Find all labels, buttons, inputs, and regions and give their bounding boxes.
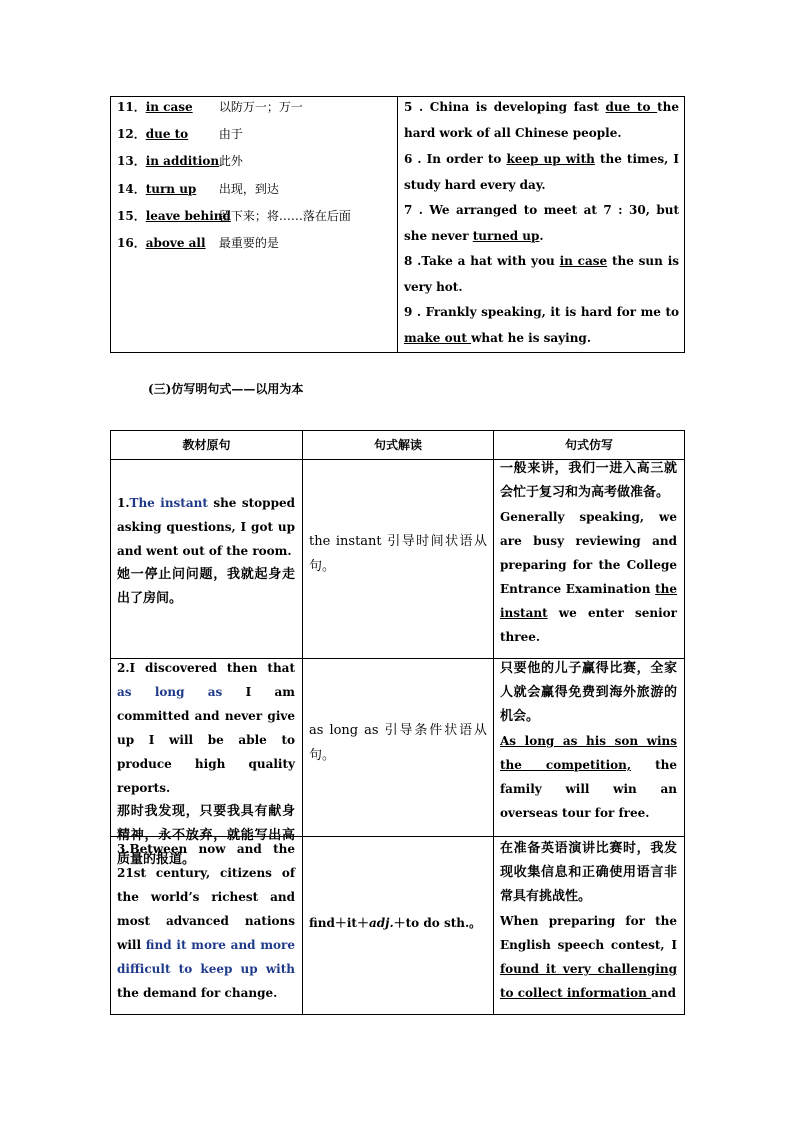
phrase-table (110, 96, 685, 353)
column-divider (397, 97, 398, 352)
sentence-9: 9 . Frankly speaking, it is hard for me to make out what he is saying. (404, 305, 679, 345)
sentence-pattern-table (110, 430, 685, 1015)
row2-explain: as long as 引导条件状语从句。 (309, 723, 487, 763)
sentence-7: 7 . We arranged to meet at 7 : 30, but she never turned up. (404, 203, 679, 243)
row1-explain: the instant 引导时间状语从句。 (309, 534, 487, 574)
row3-original: 3.Between now and the 21st century, citizens of the world’s richest and most advanced nations will find it more and more difficult to keep up with the demand for change. (117, 842, 296, 1000)
section-title: (三)仿写明句式——以用为本 (148, 382, 304, 396)
row1-original: 1.The instant she stopped asking questions, I got up and went out of the room. 她一停止问问题，我就起身走出了房间。 (117, 496, 295, 606)
row3-imitate: 在准备英语演讲比赛时，我发现收集信息和正确使用语言非常具有挑战性。 When preparing for the English speech contest, I found it very challenging to collect information and (500, 841, 677, 1000)
header-explain: 句式解读 (373, 438, 422, 452)
row3-explain: find＋it＋adj.＋to do sth.。 (309, 916, 482, 930)
sentence-6: 6 . In order to keep up with the times, I study hard every day. (404, 152, 679, 192)
phrase-item: 14．turn up 出现，到达 (117, 182, 279, 196)
phrase-item: 12．due to 由于 (117, 127, 243, 141)
sentence-8: 8 .Take a hat with you in case the sun is very hot. (404, 254, 680, 294)
column-divider (493, 431, 494, 1014)
phrase-item: 16．above all 最重要的是 (117, 236, 279, 250)
sentence-5: 5 . China is developing fast due to the hard work of all Chinese people. (404, 100, 679, 140)
phrase-item: 13．in addition 此外 (117, 154, 243, 168)
header-imitate: 句式仿写 (564, 438, 613, 452)
row2-original: 2.I discovered then that as long as I am committed and never give up I will be able to produce high quality reports. 那时我发现，只要我具有献身精神，永不放弃，就能写出高质量的报道。 (117, 661, 295, 867)
phrase-item: 15．leave behind 留下来；将……落在后面 (117, 209, 351, 223)
header-original: 教材原句 (182, 438, 231, 452)
row2-imitate: 只要他的儿子赢得比赛，全家人就会赢得免费到海外旅游的机会。 As long as his son wins the competition, the family will win an overseas tour for free. (500, 661, 677, 820)
column-divider (302, 431, 303, 1014)
row1-imitate: 一般来讲，我们一进入高三就会忙于复习和为高考做准备。 Generally speaking, we are busy reviewing and preparing for the College Entrance Examination the instant we enter senior three. (500, 461, 677, 644)
phrase-item: 11．in case 以防万一；万一 (117, 100, 303, 114)
